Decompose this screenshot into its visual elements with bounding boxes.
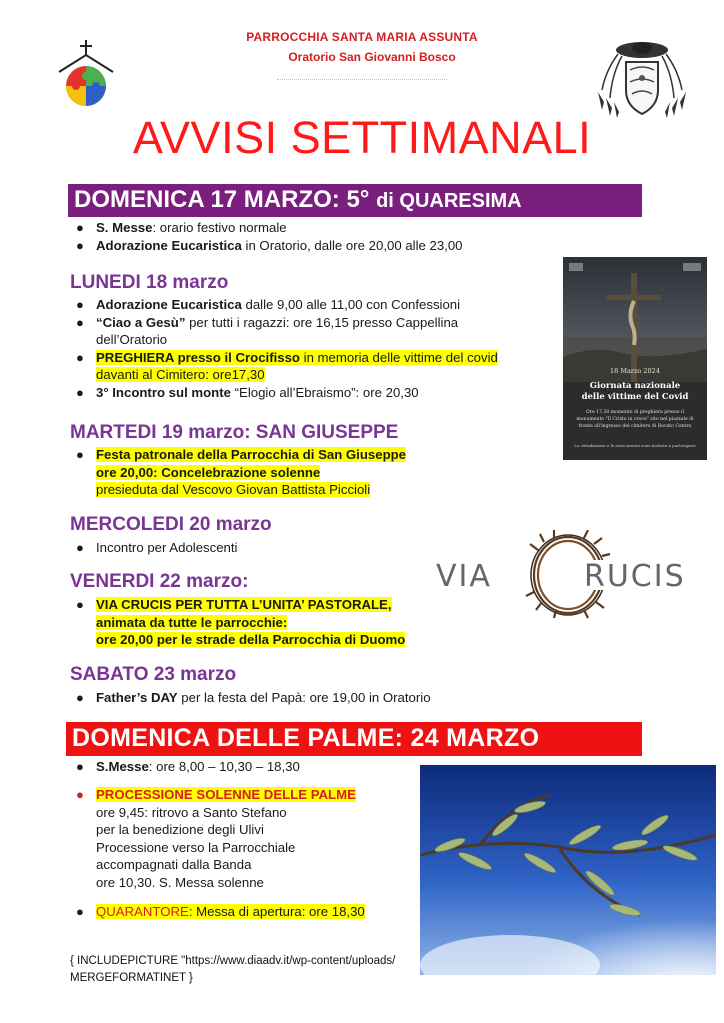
footer-line-1: { INCLUDEPICTURE "https://www.diaadv.it/wp-content/uploads/: [70, 955, 396, 967]
wednesday-title: MERCOLEDI 20 marzo: [70, 514, 272, 535]
poster-title-2: delle vittime del Covid: [581, 392, 689, 402]
list-item: ● Adorazione Eucaristica in Oratorio, dalle ore 20,00 alle 23,00: [76, 237, 463, 253]
sunday-17-list: [70, 219, 463, 254]
palm-sunday-masses-list: [70, 758, 300, 776]
monday-title: LUNEDI 18 marzo: [70, 272, 229, 293]
wednesday-list: [70, 539, 238, 557]
list-item: ● Father’s DAY per la festa del Papà: ore 19,00 in Oratorio: [76, 690, 431, 705]
sunday-17-heading: [68, 184, 642, 217]
saturday-title: SABATO 23 marzo: [70, 664, 237, 685]
covid-memorial-poster: [563, 257, 707, 460]
tuesday-list: [70, 446, 406, 499]
sunday-17-heading-tail: di QUARESIMA: [376, 190, 522, 212]
poster-body-2: monumento "Il Cristo in croce" sito nel piazzale di: [576, 417, 694, 422]
bishop-coat-of-arms: [596, 40, 688, 122]
list-item: ● VIA CRUCIS PER TUTTA L’UNITA’ PASTORALE, animata da tutte le parrocchie: ore 20,00 per le strade della Parrocchia di Duomo: [76, 597, 406, 647]
parish-name: PARROCCHIA SANTA MARIA ASSUNTA: [246, 30, 478, 44]
tuesday-title: MARTEDI 19 marzo: SAN GIUSEPPE: [70, 422, 399, 443]
list-item: ● Festa patronale della Parrocchia di San Giuseppe ore 20,00: Concelebrazione solenne presieduta dal Vescovo Giovan Battista Piccioli: [76, 447, 407, 497]
list-item: ● “Ciao a Gesù” per tutti i ragazzi: ore 16,15 presso Cappellina dell’Oratorio: [76, 314, 459, 347]
via-text: VIA: [436, 559, 492, 594]
poster-footer: La cittadinanza e le associazioni sono invitate a partecipare: [574, 443, 696, 448]
saturday-list: [70, 689, 431, 707]
list-item: ● PROCESSIONE SOLENNE DELLE PALME ore 9,45: ritrovo a Santo Stefano per la benedizione degli Ulivi Processione verso la Parrocchiale accompagnati dalla Banda ore 10,30. S. Messa solenne: [76, 787, 356, 890]
olive-branch-image: [420, 765, 716, 975]
footer-line-2: MERGEFORMATINET }: [70, 972, 193, 984]
list-item: ● Incontro per Adolescenti: [76, 540, 238, 555]
header-divider: [277, 79, 447, 80]
list-item: ● PREGHIERA presso il Crocifisso in memoria delle vittime del covid davanti al Cimitero: ore17,30: [76, 349, 498, 382]
list-item: ● S.Messe: ore 8,00 – 10,30 – 18,30: [76, 759, 300, 774]
via-crucis-crown-graphic: [434, 530, 702, 620]
list-item: ● S. Messe: orario festivo normale: [76, 220, 287, 235]
list-item: ● 3° Incontro sul monte “Elogio all’Ebraismo”: ore 20,30: [76, 384, 419, 400]
palm-sunday-heading: DOMENICA DELLE PALME: 24 MARZO: [66, 722, 642, 756]
poster-body-3: fronte all'ingresso del cimitero di Rovato Centro: [578, 424, 692, 429]
palm-sunday-procession-list: [70, 786, 356, 891]
list-item: ● QUARANTORE: Messa di apertura: ore 18,30: [76, 904, 365, 919]
palm-sunday-quarantore-list: [70, 903, 365, 921]
page-title: AVVISI SETTIMANALI: [132, 112, 592, 163]
monday-list: [70, 296, 560, 401]
poster-body-1: Ore 17.30 momento di preghiera presso il: [586, 410, 684, 415]
parish-puzzle-logo: [56, 38, 116, 108]
footer-field-code: [70, 953, 395, 987]
list-item: ● Adorazione Eucaristica dalle 9,00 alle 11,00 con Confessioni: [76, 297, 461, 312]
friday-list: [70, 596, 405, 649]
oratorio-name: Oratorio San Giovanni Bosco: [288, 50, 456, 64]
crucis-text: RUCIS: [584, 559, 686, 594]
friday-title: VENERDI 22 marzo:: [70, 571, 249, 592]
sunday-17-heading-main: DOMENICA 17 MARZO: 5°: [74, 186, 377, 213]
poster-title-1: Giornata nazionale: [589, 381, 681, 391]
poster-date: 18 Marzo 2024: [610, 367, 660, 375]
